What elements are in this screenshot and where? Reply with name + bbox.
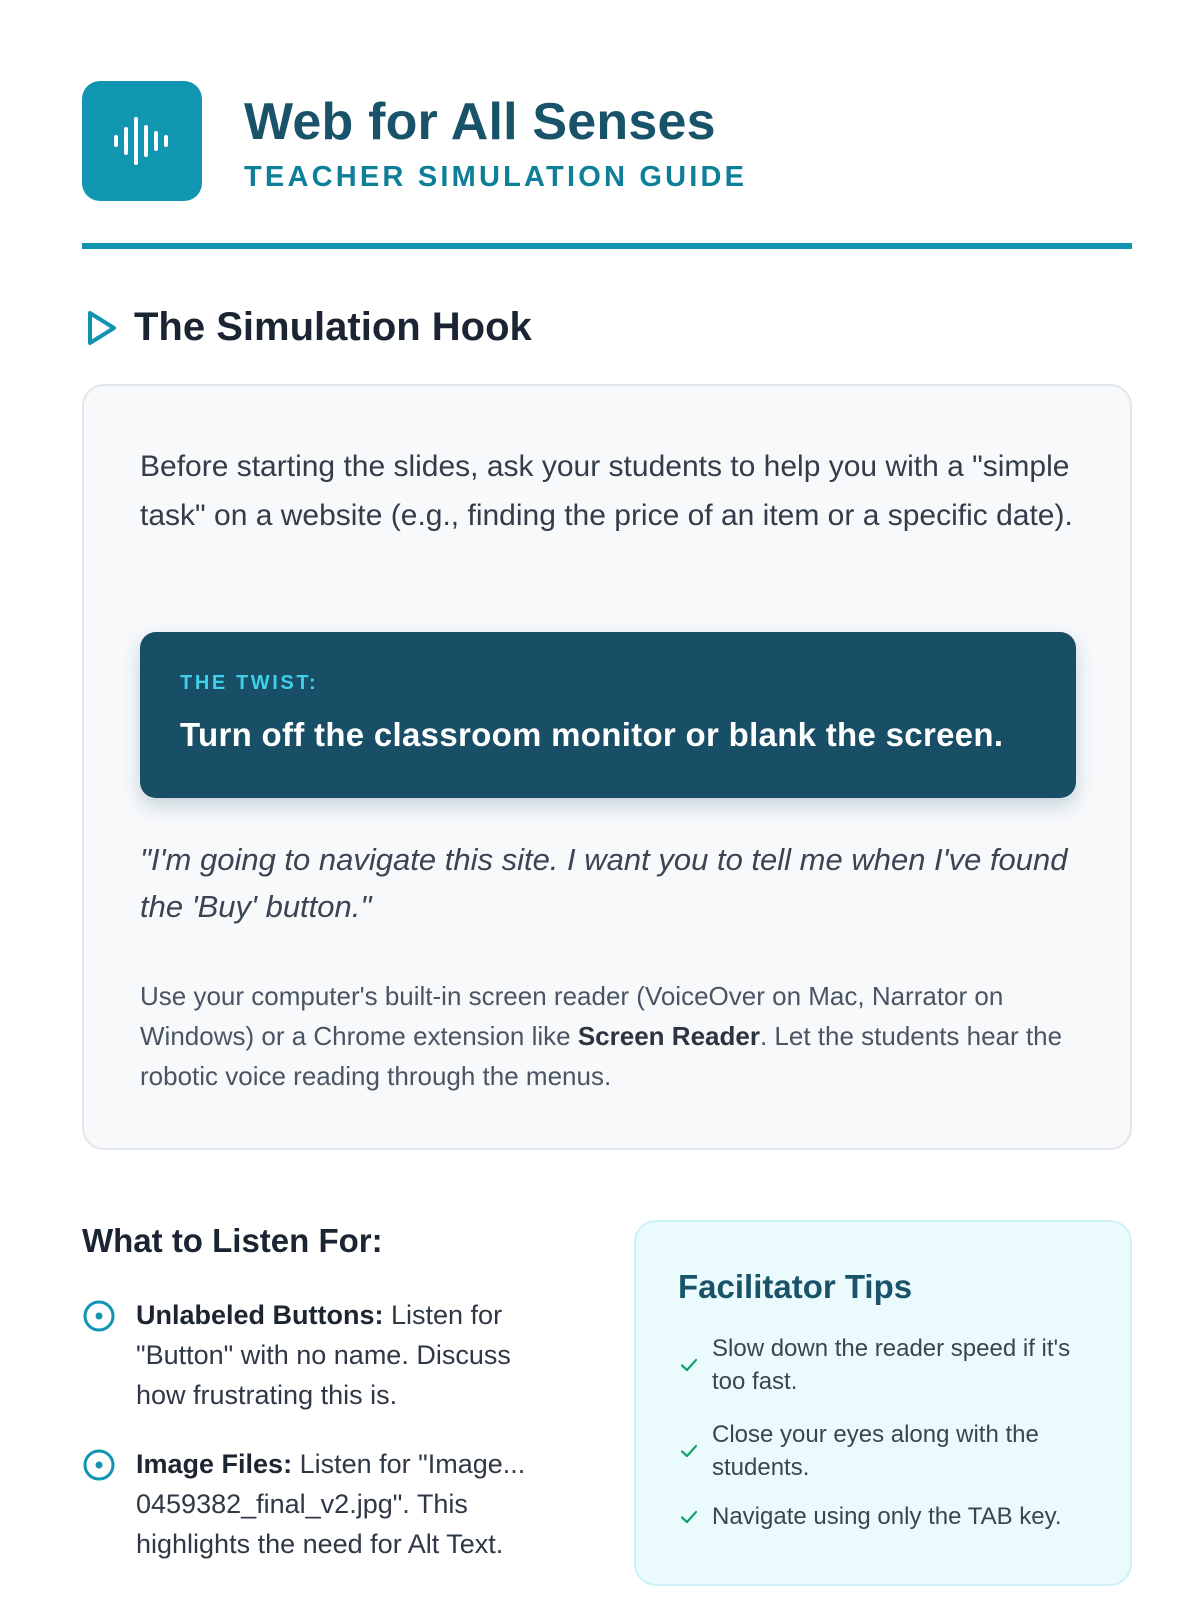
app-title: Web for All Senses	[244, 92, 716, 151]
listen-item-text	[136, 1295, 552, 1415]
check-icon	[678, 1506, 700, 1528]
listen-item	[82, 1444, 552, 1564]
tip-text: Navigate using only the TAB key.	[712, 1503, 1062, 1530]
tip-item	[678, 1500, 1098, 1533]
listen-title: What to Listen For:	[82, 1222, 383, 1259]
instructions-before: Use your computer's built-in screen reader (VoiceOver on Mac, Narrator on Windows) or a Chrome extension like	[140, 981, 1004, 1051]
twist-label: THE TWIST:	[180, 672, 319, 694]
listen-item	[82, 1295, 552, 1415]
play-outline-icon	[84, 308, 120, 348]
listen-item-label: Image Files:	[136, 1449, 293, 1479]
twist-callout	[140, 632, 1076, 798]
section-title: The Simulation Hook	[134, 305, 532, 349]
header-text	[244, 94, 747, 194]
teacher-quote: "I'm going to navigate this site. I want you to tell me when I've found the 'Buy' button."	[140, 842, 1068, 924]
check-icon	[678, 1440, 700, 1462]
tip-text: Close your eyes along with the students.	[712, 1421, 1039, 1481]
listen-item-body: Listen for "Image... 0459382_final_v2.jpg". This highlights the need for Alt Text.	[136, 1449, 526, 1559]
intro-text: Before starting the slides, ask your students to help you with a "simple task" on a website (e.g., finding the price of an item or a specific date).	[140, 450, 1073, 532]
sound-wave-icon	[110, 109, 174, 173]
header	[82, 82, 1132, 200]
tip-text: Slow down the reader speed if it's too fast.	[712, 1335, 1071, 1395]
app-logo	[82, 81, 202, 201]
tip-item	[678, 1332, 1098, 1398]
listen-item-text	[136, 1444, 552, 1564]
instructions-highlight: Screen Reader	[577, 1021, 760, 1051]
target-icon	[82, 1448, 116, 1482]
tip-item	[678, 1418, 1098, 1484]
facilitator-tips-box	[634, 1220, 1132, 1586]
check-icon	[678, 1354, 700, 1376]
simulation-card	[82, 384, 1132, 1150]
header-divider	[82, 243, 1132, 249]
listen-item-body: Listen for "Button" with no name. Discuss how frustrating this is.	[136, 1300, 511, 1410]
instructions-after: . Let the students hear the robotic voice reading through the menus.	[140, 1021, 1063, 1091]
section-heading	[84, 305, 532, 350]
listen-item-label: Unlabeled Buttons:	[136, 1300, 384, 1330]
app-subtitle: TEACHER SIMULATION GUIDE	[244, 161, 748, 194]
tips-title: Facilitator Tips	[678, 1268, 913, 1305]
instructions-text	[140, 976, 1085, 1096]
twist-text: Turn off the classroom monitor or blank the screen.	[180, 716, 1004, 753]
target-icon	[82, 1299, 116, 1333]
